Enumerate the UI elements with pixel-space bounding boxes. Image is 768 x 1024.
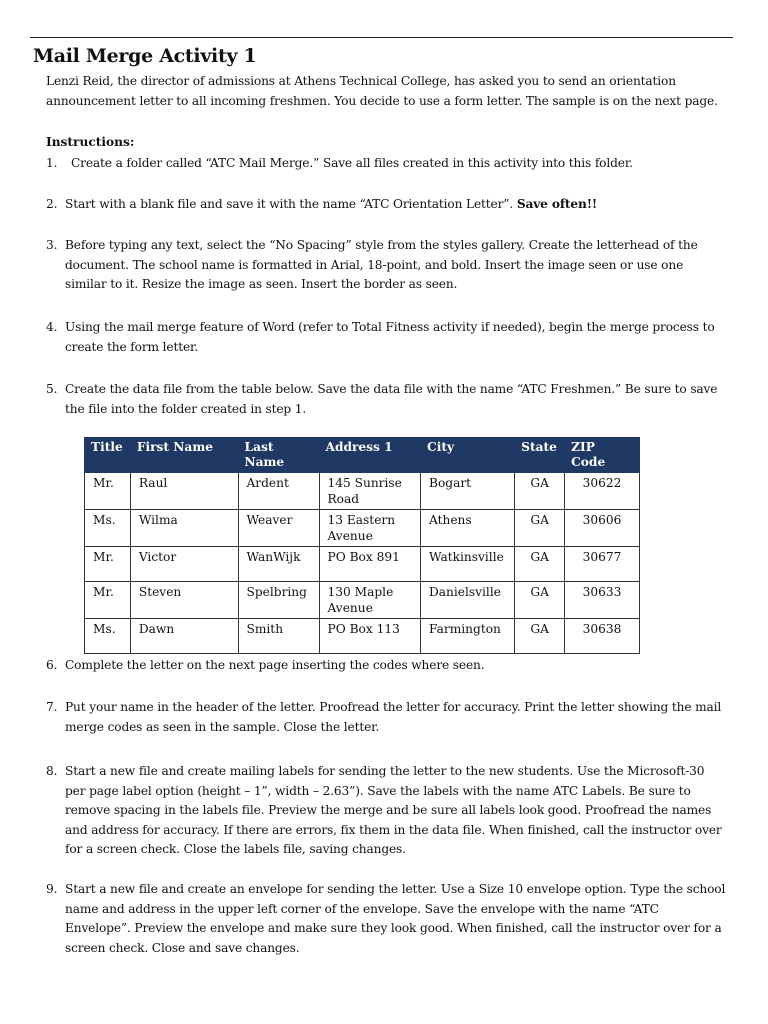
step-number: 8. [46, 764, 58, 778]
freshmen-data-table [84, 437, 640, 654]
step-bold-text: Save often!! [516, 197, 598, 211]
step-8 [46, 762, 726, 860]
step-number: 7. [46, 700, 58, 714]
instructions-heading: Instructions: [46, 135, 135, 149]
intro-paragraph: Lenzi Reid, the director of admissions at Athens Technical College, has asked you to send an orientation announcement letter to all incoming freshmen. You decide to use a form letter. The sample is on the next page. [46, 74, 718, 108]
step-number: 6. [46, 658, 58, 672]
cell-last-name: WanWijk [238, 547, 319, 582]
cell-state: GA [515, 582, 565, 619]
cell-state: GA [515, 473, 565, 510]
step-number: 5. [46, 382, 58, 396]
step-number: 3. [46, 238, 58, 252]
step-text: Before typing any text, select the “No Spacing” style from the styles gallery. Create the letterhead of the document. The school name is formatted in Arial, 18-point, and bold. Insert the image seen or use one similar to it. Resize the image as seen. Insert the border as seen. [65, 238, 698, 291]
step-text: Complete the letter on the next page inserting the codes where seen. [65, 658, 485, 672]
cell-zip: 30638 [565, 619, 640, 654]
col-header-first-name: First Name [130, 438, 238, 473]
cell-title: Mr. [85, 582, 131, 619]
cell-zip: 30677 [565, 547, 640, 582]
col-header-title: Title [85, 438, 131, 473]
table-row [85, 547, 640, 582]
step-7 [46, 698, 726, 737]
col-header-last-name: Last Name [238, 438, 319, 473]
cell-last-name: Spelbring [238, 582, 319, 619]
cell-last-name: Ardent [238, 473, 319, 510]
cell-last-name: Weaver [238, 510, 319, 547]
step-2 [46, 195, 726, 215]
top-rule [30, 37, 733, 38]
cell-first-name: Dawn [130, 619, 238, 654]
step-5 [46, 380, 726, 419]
cell-address: PO Box 891 [319, 547, 421, 582]
step-text: Start with a blank file and save it with the name “ATC Orientation Letter”. [65, 197, 514, 211]
cell-city: Watkinsville [421, 547, 515, 582]
cell-first-name: Wilma [130, 510, 238, 547]
cell-address: 145 Sunrise Road [319, 473, 421, 510]
cell-city: Bogart [421, 473, 515, 510]
step-text: Create the data file from the table below. Save the data file with the name “ATC Freshmen.” Be sure to save the file into the folder created in step 1. [65, 382, 718, 416]
step-text: Using the mail merge feature of Word (refer to Total Fitness activity if needed), begin the merge process to create the form letter. [65, 320, 715, 354]
cell-zip: 30606 [565, 510, 640, 547]
cell-address: PO Box 113 [319, 619, 421, 654]
step-number: 9. [46, 882, 58, 896]
step-text: Start a new file and create mailing labels for sending the letter to the new students. Use the Microsoft-30 per page label option (height – 1”, width – 2.63”). Save the labels with the name ATC Labels. Be sure to remove spacing in the labels file. Preview the merge and be sure all labels look good. Proofread the names and address for accuracy. If there are errors, fix them in the data file. When finished, call the instructor over for a screen check. Close the labels file, saving changes. [65, 764, 722, 856]
cell-city: Farmington [421, 619, 515, 654]
step-9 [46, 880, 726, 958]
table-row [85, 473, 640, 510]
step-number: 2. [46, 197, 58, 211]
step-6 [46, 656, 726, 676]
cell-last-name: Smith [238, 619, 319, 654]
step-text: Put your name in the header of the letter. Proofread the letter for accuracy. Print the letter showing the mail merge codes as seen in the sample. Close the letter. [65, 700, 722, 734]
col-header-address: Address 1 [319, 438, 421, 473]
cell-address: 13 Eastern Avenue [319, 510, 421, 547]
cell-first-name: Raul [130, 473, 238, 510]
cell-first-name: Steven [130, 582, 238, 619]
cell-title: Ms. [85, 510, 131, 547]
cell-state: GA [515, 547, 565, 582]
step-number: 1. [46, 156, 58, 170]
cell-city: Danielsville [421, 582, 515, 619]
step-4 [46, 318, 726, 357]
table-row [85, 619, 640, 654]
cell-zip: 30633 [565, 582, 640, 619]
cell-title: Mr. [85, 473, 131, 510]
cell-title: Ms. [85, 619, 131, 654]
page-title: Mail Merge Activity 1 [33, 45, 257, 67]
step-3 [46, 236, 726, 295]
cell-zip: 30622 [565, 473, 640, 510]
cell-first-name: Victor [130, 547, 238, 582]
step-1 [46, 154, 726, 174]
cell-title: Mr. [85, 547, 131, 582]
step-number: 4. [46, 320, 58, 334]
step-text: Start a new file and create an envelope for sending the letter. Use a Size 10 envelope option. Type the school name and address in the upper left corner of the envelope. Save the envelope with the name “ATC Envelope”. Preview the envelope and make sure they look good. When finished, call the instructor over for a screen check. Close and save changes. [65, 882, 726, 955]
cell-city: Athens [421, 510, 515, 547]
col-header-zip: ZIP Code [565, 438, 640, 473]
col-header-city: City [421, 438, 515, 473]
cell-state: GA [515, 510, 565, 547]
cell-state: GA [515, 619, 565, 654]
table-header-row [85, 438, 640, 473]
col-header-state: State [515, 438, 565, 473]
table-row [85, 582, 640, 619]
cell-address: 130 Maple Avenue [319, 582, 421, 619]
table-row [85, 510, 640, 547]
step-text: Create a folder called “ATC Mail Merge.” Save all files created in this activity into this folder. [71, 156, 633, 170]
